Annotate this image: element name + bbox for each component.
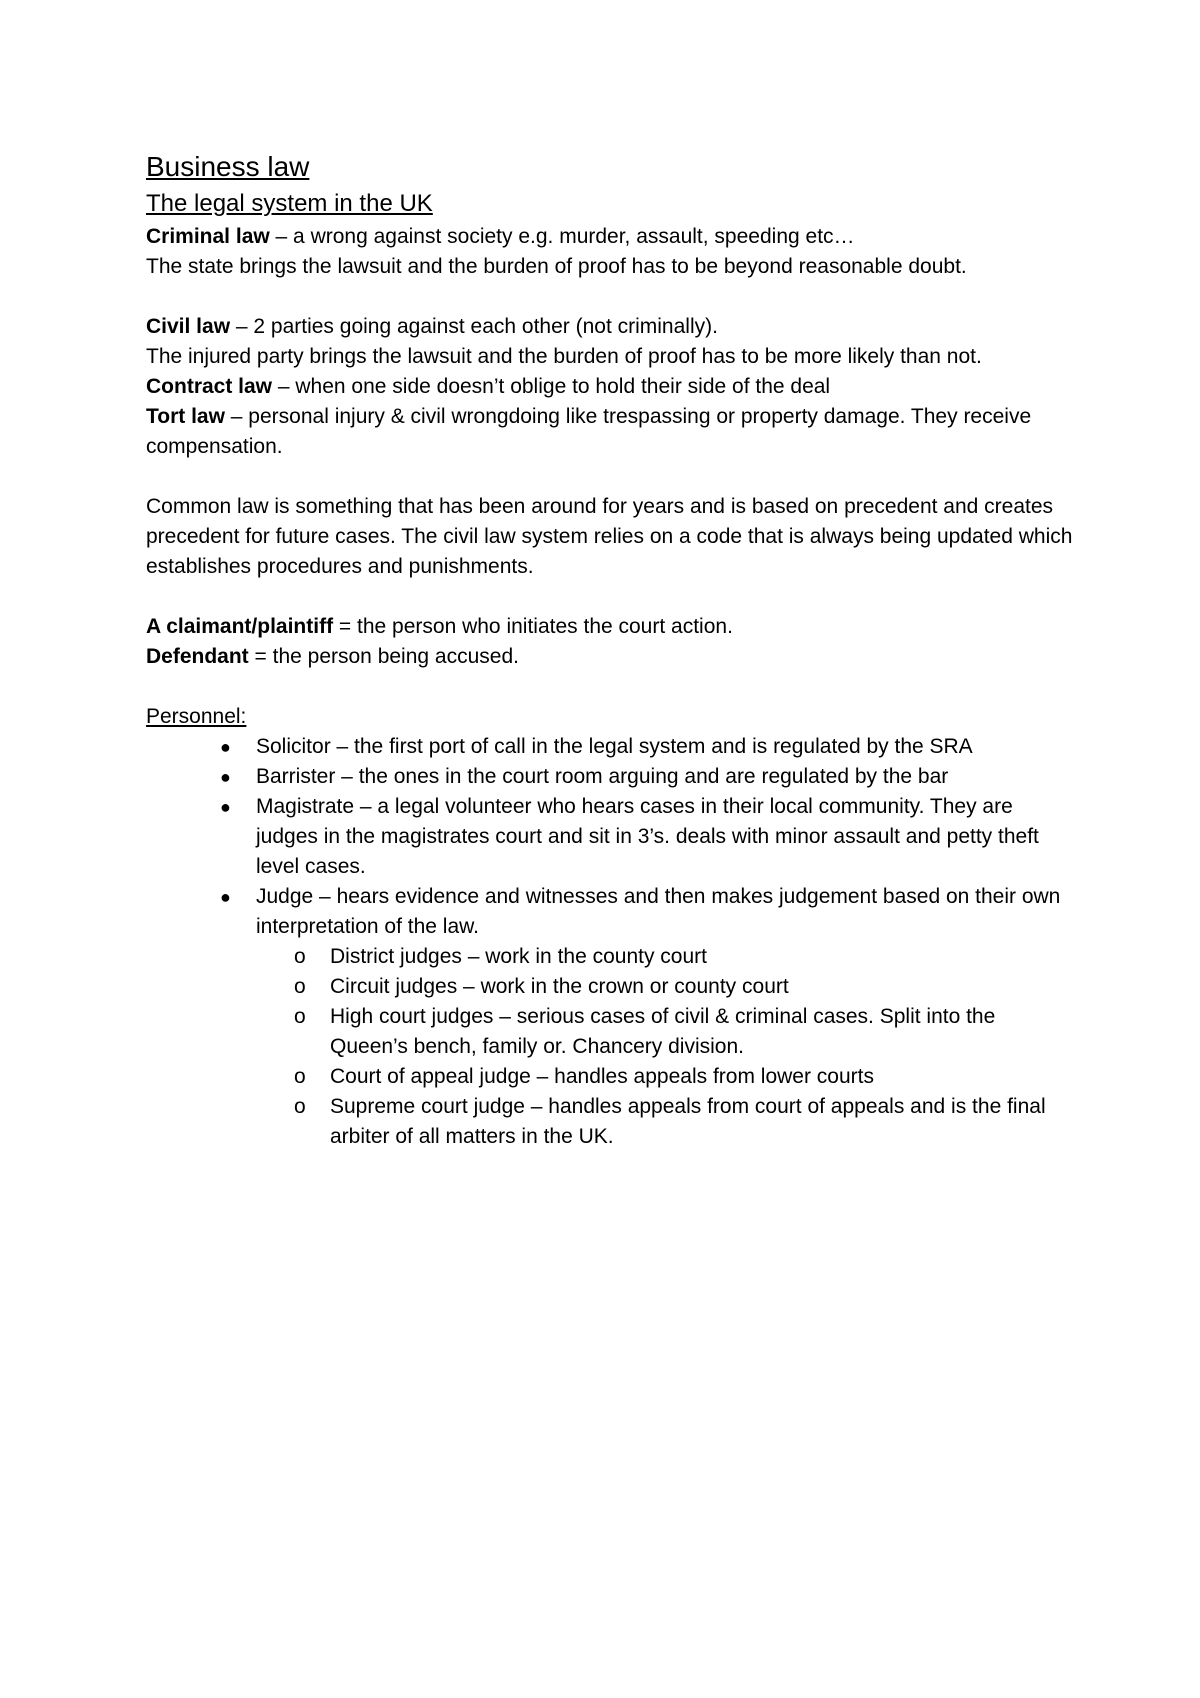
personnel-list xyxy=(146,732,1076,1152)
judges-list xyxy=(256,942,1076,1152)
personnel-heading: Personnel: xyxy=(146,705,247,728)
list-item xyxy=(220,732,1076,762)
sub-list-item xyxy=(294,1002,1076,1062)
bullet-icon: ● xyxy=(220,797,231,817)
civil-law-definition xyxy=(146,312,1076,342)
list-item xyxy=(220,882,1076,1152)
defendant-definition xyxy=(146,642,1076,672)
claimant-definition xyxy=(146,612,1076,642)
spacer xyxy=(146,582,1076,612)
document-body xyxy=(146,148,1076,1152)
civil-law-term: Civil law xyxy=(146,315,231,338)
claimant-term: A claimant/plaintiff xyxy=(146,615,334,638)
tort-law-term: Tort law xyxy=(146,405,225,428)
list-item-text: Barrister – the ones in the court room arguing and are regulated by the bar xyxy=(256,765,949,788)
sub-list-item-text: District judges – work in the county court xyxy=(330,945,707,968)
tort-law-definition xyxy=(146,402,1076,462)
sub-list-item xyxy=(294,1062,1076,1092)
sub-list-item-text: Circuit judges – work in the crown or county court xyxy=(330,975,789,998)
sub-list-item-text: Supreme court judge – handles appeals from court of appeals and is the final arbiter of all matters in the UK. xyxy=(330,1095,1046,1148)
bullet-icon: ● xyxy=(220,767,231,787)
circle-bullet-icon: o xyxy=(294,1065,306,1088)
list-item-text: Judge – hears evidence and witnesses and then makes judgement based on their own interpretation of the law. xyxy=(256,885,1061,938)
list-item-text: Magistrate – a legal volunteer who hears cases in their local community. They are judges in the magistrates court and sit in 3’s. deals with minor assault and petty theft level cases. xyxy=(256,795,1039,878)
civil-law-text: – 2 parties going against each other (not criminally). xyxy=(230,315,718,338)
circle-bullet-icon: o xyxy=(294,945,306,968)
bullet-icon: ● xyxy=(220,887,231,907)
list-item-text: Solicitor – the first port of call in the legal system and is regulated by the SRA xyxy=(256,735,973,758)
sub-list-item-text: Court of appeal judge – handles appeals from lower courts xyxy=(330,1065,874,1088)
circle-bullet-icon: o xyxy=(294,1005,306,1028)
list-item xyxy=(220,792,1076,882)
civil-law-detail: The injured party brings the lawsuit and the burden of proof has to be more likely than not. xyxy=(146,345,982,368)
claimant-text: = the person who initiates the court action. xyxy=(333,615,733,638)
spacer xyxy=(146,282,1076,312)
tort-law-text: – personal injury & civil wrongdoing like trespassing or property damage. They receive compensation. xyxy=(146,405,1032,458)
sub-list-item xyxy=(294,972,1076,1002)
list-item xyxy=(220,762,1076,792)
contract-law-text: – when one side doesn’t oblige to hold their side of the deal xyxy=(272,375,831,398)
spacer xyxy=(146,672,1076,702)
defendant-text: = the person being accused. xyxy=(248,645,519,668)
circle-bullet-icon: o xyxy=(294,1095,306,1118)
sub-list-item-text: High court judges – serious cases of civil & criminal cases. Split into the Queen’s bench, family or. Chancery division. xyxy=(330,1005,996,1058)
sub-list-item xyxy=(294,1092,1076,1152)
spacer xyxy=(146,462,1076,492)
bullet-icon: ● xyxy=(220,737,231,757)
contract-law-term: Contract law xyxy=(146,375,273,398)
sub-list-item xyxy=(294,942,1076,972)
circle-bullet-icon: o xyxy=(294,975,306,998)
criminal-law-term: Criminal law xyxy=(146,225,270,248)
criminal-law-text: – a wrong against society e.g. murder, assault, speeding etc… xyxy=(269,225,855,248)
criminal-law-definition xyxy=(146,222,1076,252)
contract-law-definition xyxy=(146,372,1076,402)
document-title: Business law xyxy=(146,151,310,182)
section-heading: The legal system in the UK xyxy=(146,190,433,217)
defendant-term: Defendant xyxy=(146,645,249,668)
criminal-law-detail: The state brings the lawsuit and the burden of proof has to be beyond reasonable doubt. xyxy=(146,255,967,278)
common-law-paragraph: Common law is something that has been around for years and is based on precedent and creates precedent for future cases. The civil law system relies on a code that is always being updated which establishes procedures and punishments. xyxy=(146,495,1073,578)
